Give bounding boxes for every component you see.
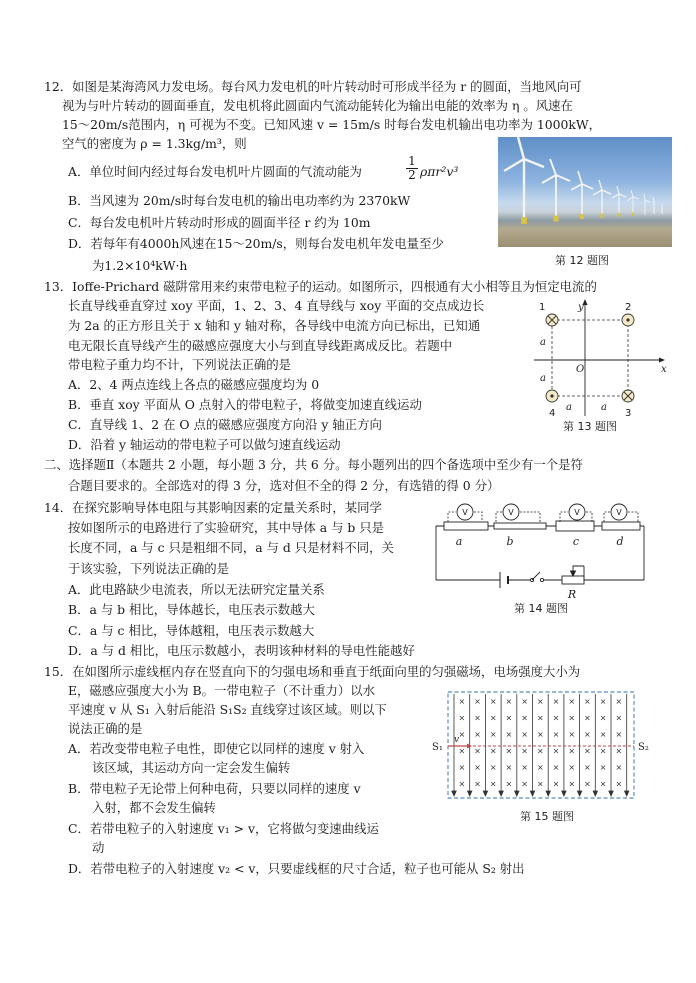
q15-b-field-cross: ×	[599, 779, 607, 789]
q12-stem-line-3: 15～20m/s范围内，η 可视为不变。已知风速 v = 15m/s 时每台发电机输出电功率为 1000kW，	[62, 117, 602, 132]
q15-b-field-cross: ×	[615, 763, 623, 772]
q15-b-field-cross: ×	[458, 730, 466, 739]
q15-b-field-cross: ×	[599, 713, 607, 723]
q15-b-field-cross: ×	[521, 779, 528, 789]
q13-wire-1	[546, 314, 558, 326]
q13-option-c: C．直导线 1、2 在 O 点的磁感应强度方向沿 y 轴正方向	[68, 417, 382, 432]
q15-b-field-cross: ×	[505, 746, 513, 756]
q15-b-field-cross: ×	[599, 746, 607, 756]
q15-option-c-cont: 动	[92, 840, 105, 855]
q14-battery	[500, 572, 508, 588]
q15-b-field-cross: ×	[505, 713, 513, 723]
q14-voltmeter-2-label: V	[508, 508, 514, 517]
q15-b-field-cross: ×	[489, 763, 497, 772]
wind-farm-photo	[498, 137, 672, 247]
q13-stem-line-2: 长直导线垂直穿过 xoy 平面，1、2、3、4 直导线与 xoy 平面的交点成边长	[68, 298, 485, 313]
q15-b-field-cross: ×	[615, 713, 623, 723]
q15-label-s2: S₂	[638, 742, 649, 753]
q15-b-field-cross: ×	[552, 746, 560, 756]
q15-caption: 第 15 题图	[520, 810, 574, 823]
q14-voltmeter-3-label: V	[574, 508, 580, 517]
q14-voltmeter-1-label: V	[462, 508, 468, 517]
q15-b-field-cross: ×	[584, 763, 591, 772]
q12-option-d: D．若每年有4000h风速在15～20m/s，则每台发电机年发电量至少	[68, 236, 444, 251]
q13-option-d: D．沿着 y 轴运动的带电粒子可以做匀速直线运动	[68, 437, 341, 452]
q12-option-c: C．每台发电机叶片转动时形成的圆面半径 r 约为 10m	[68, 215, 371, 230]
q15-b-field-cross: ×	[521, 746, 528, 756]
q12-formula-fraction	[406, 155, 418, 182]
q14-stem-line-1: 14．在探究影响导体电阻与其影响因素的定量关系时，某同学	[44, 500, 382, 515]
q15-b-field-cross: ×	[584, 697, 591, 706]
q13-option-a: A．2、4 两点连线上各点的磁感应强度均为 0	[68, 377, 320, 392]
q15-b-field-cross: ×	[489, 746, 497, 756]
q15-e-field-arrowhead	[483, 791, 487, 796]
q15-stem-line-4: 说法正确的是	[68, 721, 143, 736]
q13-a-left-bottom: a	[540, 373, 546, 384]
section2-header-line-1: 二、选择题Ⅱ（本题共 2 小题，每小题 3 分，共 6 分。每小题列出的四个备选项中至少有一个是符	[44, 457, 583, 472]
q15-b-field-cross: ×	[568, 763, 576, 772]
q15-b-field-cross: ×	[505, 779, 513, 789]
q14-conductor-a	[444, 522, 488, 530]
q13-stem-line-3: 为 2a 的正方形且关于 x 轴和 y 轴对称，各导线中电流方向已标出，已知通	[68, 318, 481, 333]
q15-b-field-cross: ×	[489, 779, 497, 789]
q15-b-field-cross: ×	[505, 697, 513, 706]
q15-b-field-cross: ×	[458, 713, 466, 723]
q15-b-field-cross: ×	[615, 746, 623, 756]
wind-turbines-illustration	[498, 137, 672, 247]
q15-b-field-cross: ×	[568, 730, 576, 739]
q14-label-b: b	[506, 535, 514, 548]
q14-label-a: a	[455, 535, 463, 548]
q15-e-field-arrowhead	[530, 791, 534, 796]
q13-wire-3	[622, 390, 634, 402]
q12-formula-numerator: 1	[408, 154, 416, 168]
q15-b-field-cross: ×	[536, 746, 544, 756]
q15-e-field-arrowhead	[515, 791, 519, 796]
q13-x-label: x	[661, 364, 667, 375]
q14-caption: 第 14 题图	[514, 602, 568, 615]
q15-b-field-cross: ×	[521, 697, 528, 706]
q13-label-3: 3	[625, 408, 632, 419]
q15-b-field-cross: ×	[505, 763, 513, 772]
section2-header-line-2: 合题目要求的。全部选对的得 3 分，选对但不全的得 2 分，有选错的得 0 分）	[68, 478, 500, 493]
q12-stem-line-4: 空气的密度为 ρ = 1.3kg/m³，则	[62, 136, 247, 151]
q15-e-field-arrowhead	[625, 791, 629, 796]
q14-stem-line-2: 按如图所示的电路进行了实验研究，其中导体 a 与 b 只是	[68, 520, 385, 535]
q13-stem-line-1: 13．Ioffe-Prichard 磁阱常用来约束带电粒子的运动。如图所示，四根通有大小相等且为恒定电流的	[44, 279, 597, 294]
q13-option-b: B．垂直 xoy 平面从 O 点射入的带电粒子，将做变加速直线运动	[68, 397, 422, 412]
q13-label-2: 2	[625, 302, 632, 313]
q14-circuit-diagram	[434, 500, 648, 600]
q15-b-field-cross: ×	[521, 713, 528, 723]
q15-b-field-cross: ×	[599, 697, 607, 706]
q15-b-field-cross: ×	[584, 730, 591, 739]
q15-b-field-cross: ×	[536, 730, 544, 739]
q13-caption: 第 13 题图	[563, 420, 617, 433]
q15-b-field-cross: ×	[599, 730, 607, 739]
q14-switch	[530, 572, 543, 582]
q15-b-field-cross: ×	[489, 713, 497, 723]
q15-option-b-cont: 入射，都不会发生偏转	[92, 800, 216, 815]
q14-option-d: D．a 与 d 相比，电压示数越小，表明该种材料的导电性能越好	[68, 643, 415, 658]
q12-option-b: B．当风速为 20m/s时每台发电机的输出电功率约为 2370kW	[68, 193, 411, 208]
q15-e-field-arrowhead	[593, 791, 597, 796]
q13-label-4: 4	[549, 408, 556, 419]
q15-stem-line-3: 平速度 v 从 S₁ 入射后能沿 S₁S₂ 直线穿过该区域。则以下	[68, 702, 387, 717]
q15-b-field-cross: ×	[615, 697, 623, 706]
q15-e-field-arrowhead	[546, 791, 550, 796]
q12-formula-denominator: 2	[406, 168, 418, 182]
q14-option-a: A．此电路缺少电流表，所以无法研究定量关系	[68, 582, 325, 597]
q15-b-field-cross: ×	[521, 730, 528, 739]
q15-e-field-arrowhead	[452, 791, 456, 796]
q15-b-field-cross: ×	[458, 779, 466, 789]
q15-e-field-arrowhead	[609, 791, 613, 796]
q13-stem-line-4: 电无限长直导线产生的磁感应强度大小与到直导线距离成反比。若题中	[68, 338, 453, 353]
q15-b-field-cross: ×	[568, 697, 576, 706]
q13-label-1: 1	[539, 302, 546, 313]
q13-x-arrow	[659, 358, 665, 363]
q15-b-field-cross: ×	[474, 697, 481, 706]
q15-b-field-cross: ×	[552, 713, 560, 723]
q15-b-field-cross: ×	[552, 697, 560, 706]
q13-a-left-top: a	[540, 337, 546, 348]
q15-b-field-cross: ×	[599, 763, 607, 772]
q12-option-a: A．单位时间内经过每台发电机叶片圆面的气流动能为	[68, 164, 362, 179]
q15-b-field-cross: ×	[568, 713, 576, 723]
q14-label-r: R	[567, 588, 577, 600]
q14-conductor-d	[602, 522, 640, 530]
q14-conductor-b	[494, 523, 546, 529]
q13-origin-label: O	[576, 364, 585, 375]
q15-b-field-cross: ×	[458, 763, 466, 772]
q15-label-s1: S₁	[432, 742, 443, 753]
q12-formula-tail: ρπr²v³	[420, 164, 459, 179]
q15-option-a: A．若改变带电粒子电性，即使它以同样的速度 v 射入	[68, 741, 365, 756]
q15-magnetic-field-crosses	[458, 697, 622, 789]
q15-e-field-arrowhead	[468, 791, 472, 796]
q12-stem-line-2: 视为与叶片转动的圆面垂直，发电机将此圆面内气流动能转化为输出电能的效率为 η 。风速在	[62, 98, 573, 113]
q15-b-field-cross: ×	[615, 730, 623, 739]
q15-b-field-cross: ×	[552, 730, 560, 739]
q14-voltmeter-4-label: V	[616, 508, 622, 517]
q15-b-field-cross: ×	[521, 763, 528, 772]
q13-wire-diagram	[530, 298, 670, 422]
q12-option-d-cont: 为1.2×10⁴kW·h	[92, 258, 188, 273]
q15-b-field-cross: ×	[489, 730, 497, 739]
q15-stem-line-2: E，磁感应强度大小为 B。一带电粒子（不计重力）以水	[68, 683, 376, 698]
q15-option-d: D．若带电粒子的入射速度 v₂ < v，只要虚线框的尺寸合适，粒子也可能从 S₂ 射出	[68, 861, 525, 876]
q14-stem-line-3: 长度不同，a 与 c 只是粗细不同，a 与 d 只是材料不同，关	[68, 540, 394, 555]
q15-b-field-cross: ×	[568, 746, 576, 756]
q15-b-field-cross: ×	[536, 763, 544, 772]
q15-b-field-cross: ×	[584, 746, 591, 756]
q15-option-a-cont: 该区域，其运动方向一定会发生偏转	[92, 760, 291, 775]
q13-a-bottom-right: a	[601, 402, 607, 413]
q15-b-field-cross: ×	[474, 730, 481, 739]
q15-b-field-cross: ×	[458, 697, 466, 706]
q14-label-d: d	[616, 535, 624, 548]
q15-b-field-cross: ×	[536, 779, 544, 789]
q15-field-diagram	[430, 690, 654, 802]
q14-option-b: B．a 与 b 相比，导体越长，电压表示数越大	[68, 602, 315, 617]
q15-b-field-cross: ×	[474, 746, 481, 756]
q15-b-field-cross: ×	[474, 763, 481, 772]
q12-caption: 第 12 题图	[555, 254, 609, 267]
q15-b-field-cross: ×	[615, 779, 623, 789]
q13-a-bottom-left: a	[566, 402, 572, 413]
q15-b-field-cross: ×	[568, 779, 576, 789]
q15-b-field-cross: ×	[489, 697, 497, 706]
q15-option-b: B．带电粒子无论带上何种电荷，只要以同样的速度 v	[68, 781, 361, 796]
q15-e-field-arrowhead	[577, 791, 581, 796]
q13-wire-4	[546, 390, 558, 402]
q15-stem-line-1: 15．在如图所示虚线框内存在竖直向下的匀强电场和垂直于纸面向里的匀强磁场，电场强度大小为	[44, 664, 581, 679]
q14-rheostat	[562, 576, 584, 584]
q15-b-field-cross: ×	[536, 713, 544, 723]
q14-option-c: C．a 与 c 相比，导体越粗，电压表示数越大	[68, 623, 315, 638]
q15-e-field-arrowhead	[562, 791, 566, 796]
q13-square	[552, 320, 628, 396]
q15-b-field-cross: ×	[474, 713, 481, 723]
q14-stem-line-4: 于该实验，下列说法正确的是	[68, 561, 230, 576]
q15-b-field-cross: ×	[505, 730, 513, 739]
q13-y-label: y	[578, 302, 584, 313]
q14-label-c: c	[572, 535, 580, 548]
q15-b-field-cross: ×	[584, 779, 591, 789]
q14-conductor-c	[556, 521, 594, 531]
q15-b-field-cross: ×	[552, 763, 560, 772]
q15-b-field-cross: ×	[458, 746, 466, 756]
q15-label-v: v	[454, 735, 460, 745]
q13-wire-2	[622, 314, 634, 326]
q15-b-field-cross: ×	[552, 779, 560, 789]
q13-stem-line-5: 带电粒子重力均不计，下列说法正确的是	[68, 357, 292, 372]
q12-stem-line-1: 12．如图是某海湾风力发电场。每台风力发电机的叶片转动时可形成半径为 r 的圆面，当地风向可	[44, 79, 582, 94]
q15-b-field-cross: ×	[474, 779, 481, 789]
q15-b-field-cross: ×	[536, 697, 544, 706]
q15-e-field-arrowhead	[499, 791, 503, 796]
q15-b-field-cross: ×	[584, 713, 591, 723]
q15-option-c: C．若带电粒子的入射速度 v₁ > v，它将做匀变速曲线运	[68, 821, 379, 836]
